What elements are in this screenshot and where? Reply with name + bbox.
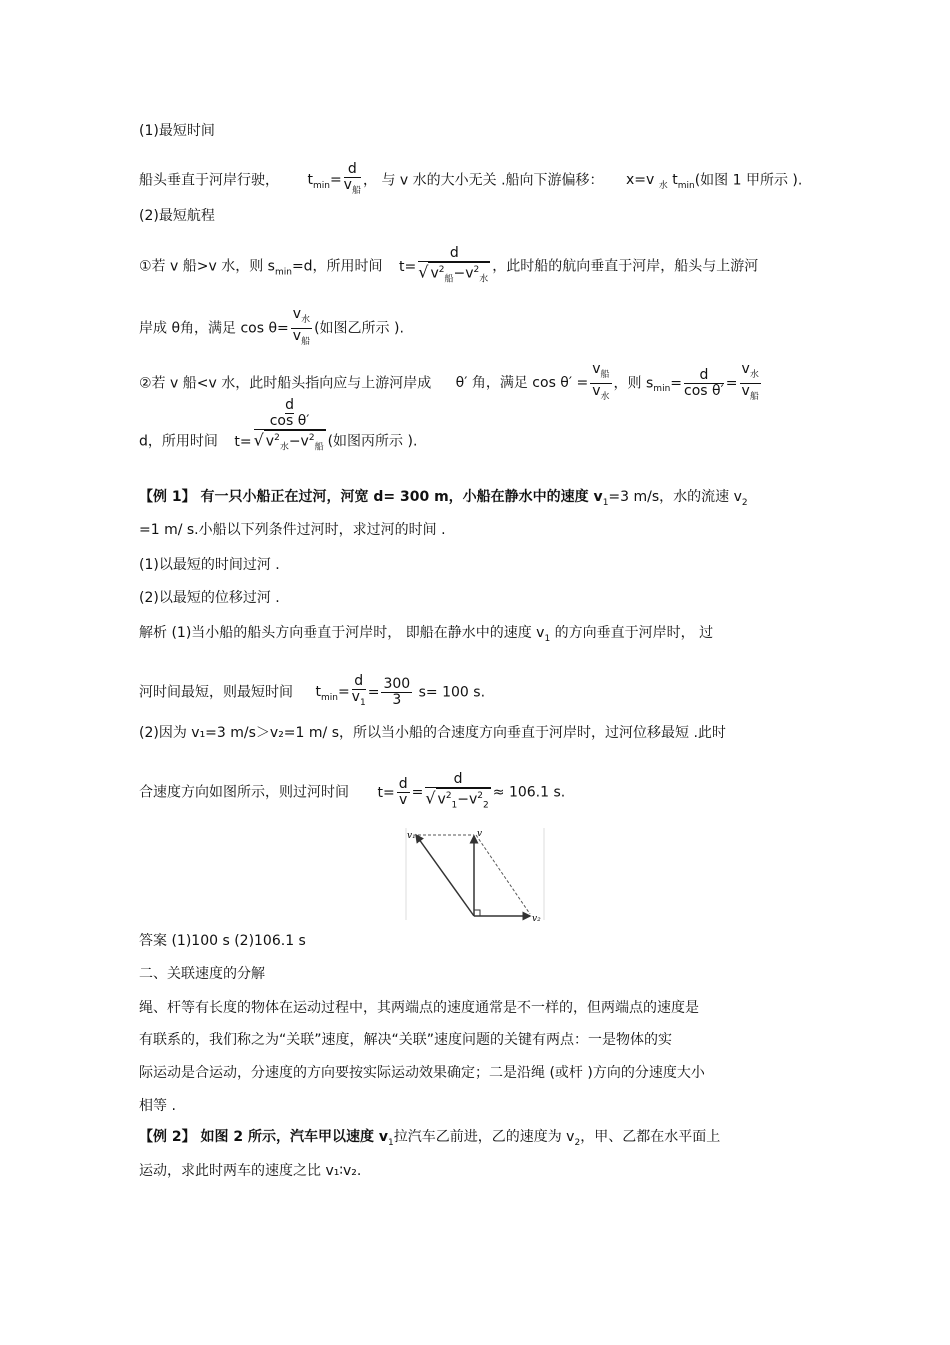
body-line1: 绳、杆等有长度的物体在运动过程中，其两端点的速度通常是不一样的，但两端点的速度是 bbox=[139, 1000, 699, 1016]
body-line3: 际运动是合运动，分速度的方向要按实际运动效果确定；二是沿绳 (或杆 )方向的分速度大小 bbox=[139, 1065, 705, 1081]
case1-angle: 岸成 θ角，满足 cos θ= $\frac{v_水}{v_船}$ (如图乙所示 ). bbox=[139, 306, 404, 347]
velocity-diagram bbox=[404, 826, 546, 922]
label-v2: v₂ bbox=[532, 914, 541, 922]
example1-line2: =1 m/ s.小船以下列条件过河时，求过河的时间 . bbox=[139, 522, 446, 538]
right-angle-mark bbox=[474, 910, 480, 916]
case2-line: ②若 v 船<v 水，此时船头指向应与上游河岸成 θ′ 角，满足 cos θ′ = $\frac{v_船}{v_水}$ ，则 $s_{min}=$ $\frac{d}{\text{cos θ′}}$ = $\frac{v_水}{v_船}$ bbox=[139, 361, 759, 402]
case1-line: ①若 v 船>v 水，则 $s_{min}=d$，所用时间 t= $\frac{d}{√ v^2_船-v^2_水}$ ，此时船的航向垂直于河岸，船头与上游河 bbox=[139, 246, 758, 287]
label-v: v bbox=[477, 829, 483, 839]
example2-line1: 【例 2】 如图 2 所示，汽车甲以速度 $v_1$拉汽车乙前进，乙的速度为 $v_2$，甲、乙都在水平面上 bbox=[139, 1129, 721, 1148]
body-line4: 相等 . bbox=[139, 1098, 176, 1114]
solution-line1: 解析 (1)当小船的船头方向垂直于河岸时， 即船在静水中的速度 $v_1$ 的方向垂直于河岸时， 过 bbox=[139, 625, 714, 644]
example2-line2: 运动，求此时两车的速度之比 v₁∶v₂. bbox=[139, 1163, 362, 1179]
solution-line4: 合速度方向如图所示，则过河时间 t= $\frac{d}{v}$ = $\frac{d}{√ v^2_1-v^2_2}$ ≈ 106.1 s. bbox=[139, 772, 565, 813]
answer: 答案 (1)100 s (2)106.1 s bbox=[139, 933, 306, 949]
question-1: (1)以最短的时间过河 . bbox=[139, 557, 280, 573]
case2-time: d，所用时间 t= d cos θ′ √ $v^2_水-v^2_船$ (如图丙所示 ). bbox=[139, 428, 417, 455]
section-2-heading: 二、关联速度的分解 bbox=[139, 966, 265, 982]
v1-vector bbox=[416, 835, 474, 916]
dashed-diagonal bbox=[476, 835, 530, 914]
solution-line2: 河时间最短，则最短时间 $t_{min}=$ $\frac{d}{v_1}$ = $\frac{300}{3}$ s= 100 s. bbox=[139, 673, 486, 708]
heading-shortest-path: (2)最短航程 bbox=[139, 208, 215, 224]
question-2: (2)以最短的位移过河 . bbox=[139, 590, 280, 606]
example1-line1: 【例 1】 有一只小船正在过河，河宽 d= 300 m，小船在静水中的速度 $v_1=3$ m/s，水的流速 $v_2$ bbox=[139, 489, 748, 508]
body-line2: 有联系的，我们称之为“关联”速度，解决“关联”速度问题的关键有两点：一是物体的实 bbox=[139, 1032, 673, 1048]
label-v1: v₁ bbox=[407, 831, 416, 841]
solution-line3: (2)因为 v₁=3 m/s＞v₂=1 m/ s，所以当小船的合速度方向垂直于河岸时，过河位移最短 .此时 bbox=[139, 725, 726, 741]
heading-shortest-time: (1)最短时间 bbox=[139, 123, 215, 139]
para-shortest-time: 船头垂直于河岸行驶， $t_{min}=$ $\frac{d}{v_船}$ ， 与 v 水的大小无关 .船向下游偏移： x=v $_水$ $t_{min}$(如图 1 甲所示 ). bbox=[139, 161, 803, 196]
